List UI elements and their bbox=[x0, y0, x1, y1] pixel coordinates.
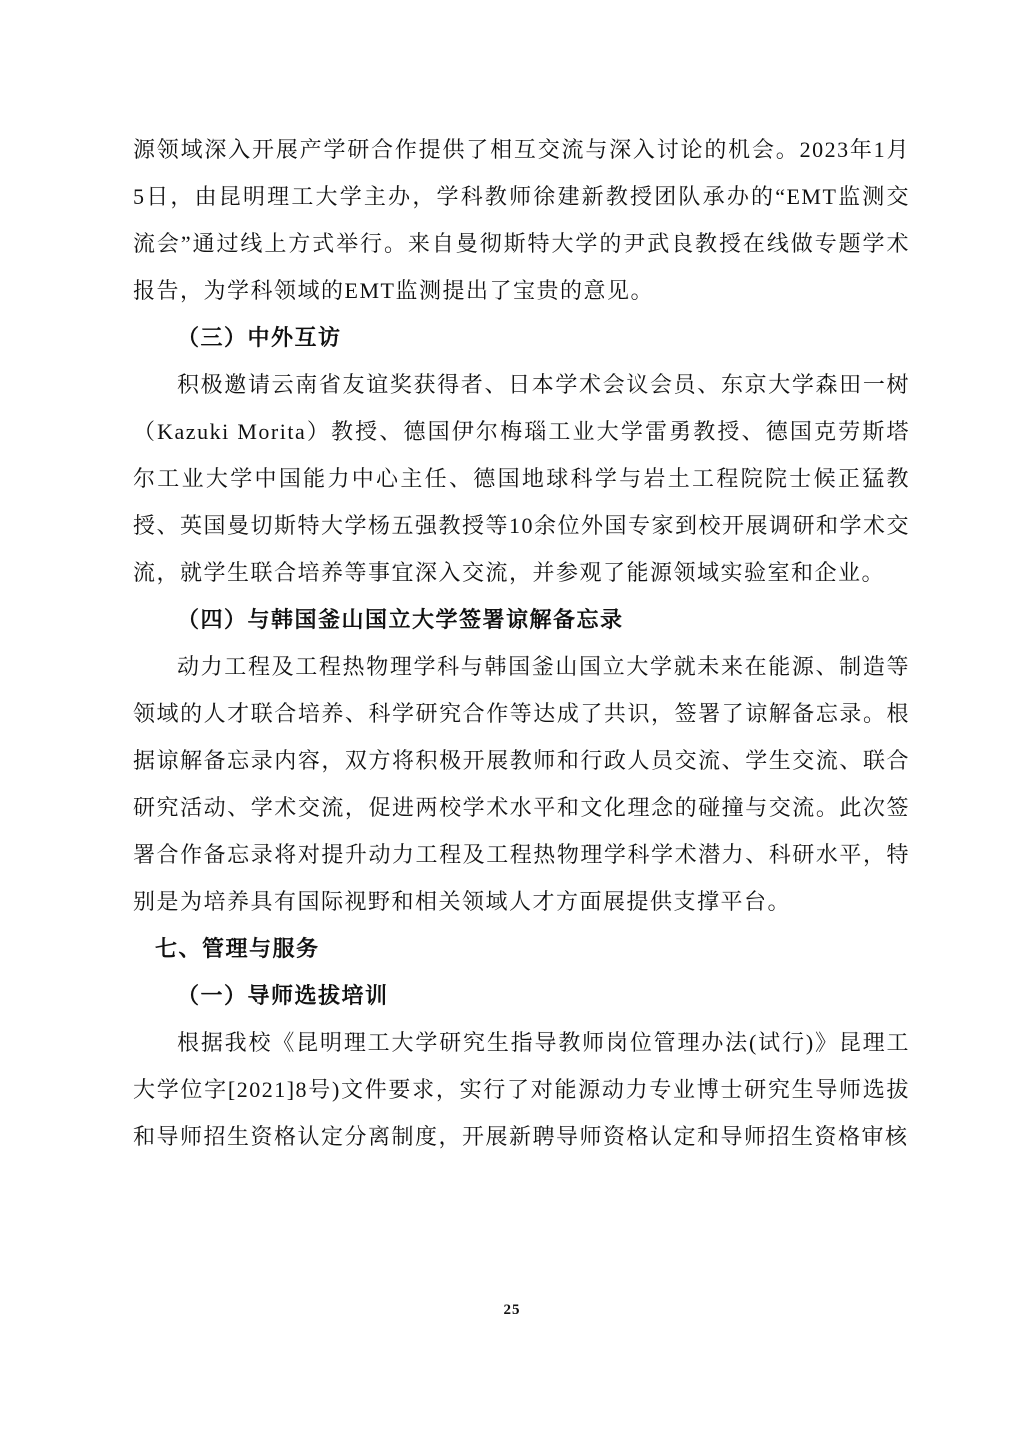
chapter-heading-7-management-service: 七、管理与服务 bbox=[155, 936, 320, 961]
document-body bbox=[133, 126, 910, 1160]
paragraph-emt-exchange: 源领域深入开展产学研合作提供了相互交流与深入讨论的机会。2023年1月5日，由昆明理工大学主办，学科教师徐建新教授团队承办的“EMT监测交流会”通过线上方式举行。来自曼彻斯特大学的尹武良教授在线做专题学术报告，为学科领域的EMT监测提出了宝贵的意见。 bbox=[133, 137, 910, 303]
page-number: 25 bbox=[503, 1302, 521, 1318]
paragraph-foreign-experts: 积极邀请云南省友谊奖获得者、日本学术会议会员、东京大学森田一树（Kazuki Morita）教授、德国伊尔梅瑙工业大学雷勇教授、德国克劳斯塔尔工业大学中国能力中心主任、德国地球科学与岩土工程院院士候正猛教授、英国曼切斯特大学杨五强教授等10余位外国专家到校开展调研和学术交流，就学生联合培养等事宜深入交流，并参观了能源领域实验室和企业。 bbox=[133, 372, 911, 585]
section-heading-1-supervisor-selection: （一）导师选拔培训 bbox=[177, 983, 389, 1008]
paragraph-pusan-mou-details: 动力工程及工程热物理学科与韩国釜山国立大学就未来在能源、制造等领域的人才联合培养、科学研究合作等达成了共识，签署了谅解备忘录。根据谅解备忘录内容，双方将积极开展教师和行政人员交流、学生交流、联合研究活动、学术交流，促进两校学术水平和文化理念的碰撞与交流。此次签署合作备忘录将对提升动力工程及工程热物理学科学术潜力、科研水平，特别是为培养具有国际视野和相关领域人才方面展提供支撑平台。 bbox=[133, 654, 910, 914]
section-heading-3-china-foreign-visits: （三）中外互访 bbox=[177, 325, 342, 350]
paragraph-supervisor-policy: 根据我校《昆明理工大学研究生指导教师岗位管理办法(试行)》昆理工大学位字[2021]8号)文件要求，实行了对能源动力专业博士研究生导师选拔和导师招生资格认定分离制度，开展新聘导师资格认定和导师招生资格审核 bbox=[133, 1030, 910, 1149]
section-heading-4-pusan-mou: （四）与韩国釜山国立大学签署谅解备忘录 bbox=[177, 607, 624, 632]
